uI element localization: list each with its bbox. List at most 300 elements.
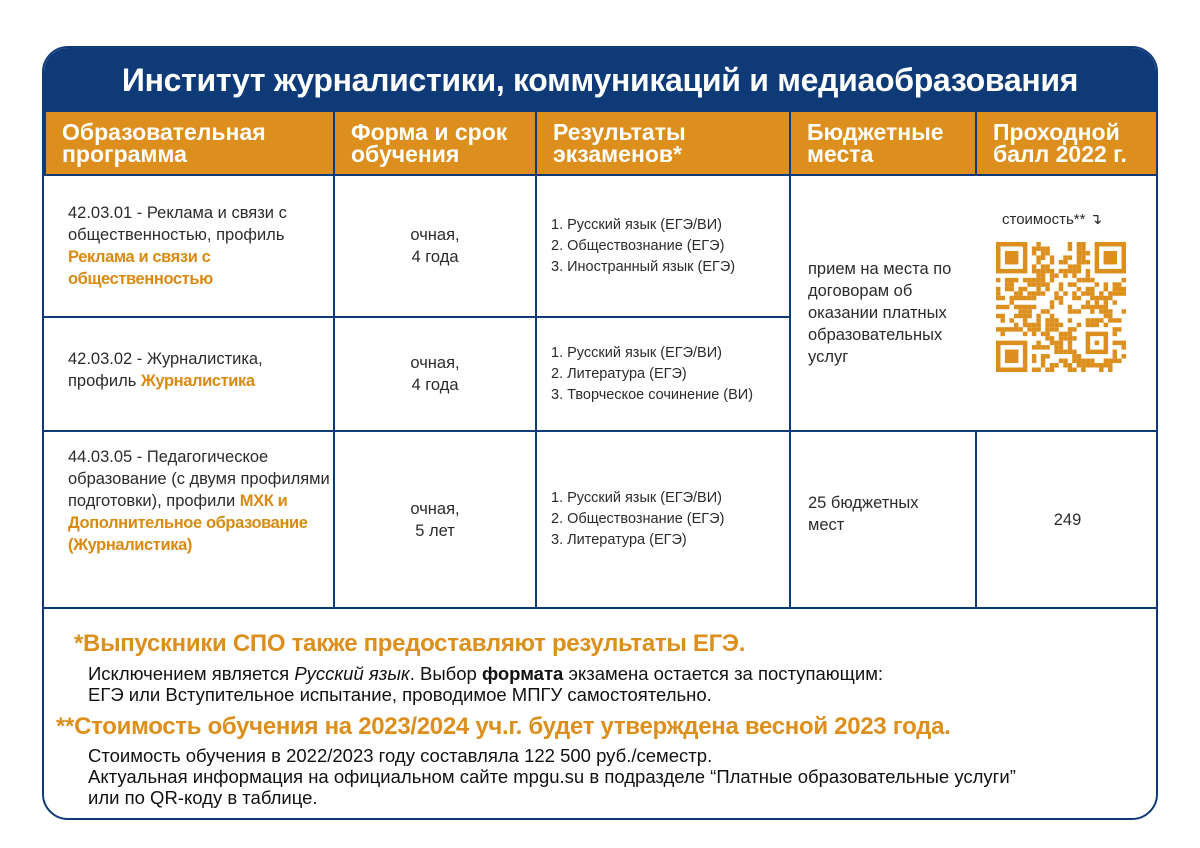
qr-module [1023,314,1027,318]
qr-module [1036,287,1040,291]
qr-module [1095,300,1099,304]
qr-module [1072,264,1076,268]
qr-module [1014,327,1018,331]
qr-module [1068,242,1072,246]
qr-module [1072,359,1076,363]
qr-module [1072,273,1076,277]
qr-module [1027,282,1031,286]
qr-module [1059,350,1063,354]
header-form: Форма и срок обучения [335,112,535,174]
qr-module [1032,327,1036,331]
qr-module [1072,269,1076,273]
qr-module [1041,251,1045,255]
qr-module [1072,282,1076,286]
program-code-text: 42.03.01 - Реклама и связи с общественностью, профиль [68,204,287,244]
program-profile: Журналистика [140,372,255,390]
qr-module [1045,336,1049,340]
qr-module [1045,345,1049,349]
qr-module [1081,368,1085,372]
qr-module [1018,296,1022,300]
qr-module [1099,309,1103,313]
qr-module [1113,327,1117,331]
qr-module [1036,260,1040,264]
qr-module [1081,260,1085,264]
qr-module [1045,368,1049,372]
qr-module [1113,359,1117,363]
qr-module [1032,269,1036,273]
qr-module [1050,318,1054,322]
qr-module [1032,323,1036,327]
qr-module [1032,368,1036,372]
qr-module [1018,287,1022,291]
qr-module [1059,359,1063,363]
qr-module [1108,359,1112,363]
qr-module [1054,327,1058,331]
qr-module [1108,318,1112,322]
header-exams: Результаты экзаменов* [537,112,789,174]
qr-module [1090,359,1094,363]
qr-module [1117,327,1121,331]
qr-module [1036,323,1040,327]
qr-module [1068,264,1072,268]
qr-module [1090,363,1094,367]
qr-module [1009,278,1013,282]
qr-module [1072,291,1076,295]
qr-module [1032,359,1036,363]
qr-module [1005,327,1009,331]
qr-module [1068,345,1072,349]
qr-module [1108,363,1112,367]
program-code-text: 42.03.02 - Журналистика, профиль [68,350,263,390]
qr-module [1032,264,1036,268]
qr-module [1009,300,1013,304]
qr-module [1041,363,1045,367]
qr-module [1068,269,1072,273]
qr-module [1063,363,1067,367]
qr-module [1090,305,1094,309]
qr-module [1036,314,1040,318]
row3-exams [551,432,787,607]
qr-module [1077,255,1081,259]
qr-module [1023,323,1027,327]
qr-module [1041,345,1045,349]
qr-module [1104,287,1108,291]
qr-module [1009,282,1013,286]
qr-module [1018,327,1022,331]
row3-program [68,446,330,556]
qr-module [1023,309,1027,313]
qr-module [1000,318,1004,322]
qr-module [1036,282,1040,286]
qr-module [1077,354,1081,358]
qr-module [1032,296,1036,300]
qr-module [1081,246,1085,250]
qr-module [1009,327,1013,331]
header-budget: Бюджетные места [791,112,975,174]
qr-module [1113,318,1117,322]
qr-module [1095,318,1099,322]
qr-module [1041,273,1045,277]
row2-exams [551,318,787,430]
program-profile: Реклама и связи с общественностью [68,248,213,288]
qr-module [1077,363,1081,367]
qr-module [1122,291,1126,295]
qr-module [1104,309,1108,313]
qr-module [1068,332,1072,336]
qr-module [1086,278,1090,282]
qr-module [1045,318,1049,322]
fn-text-part: Исключением является [88,663,295,684]
qr-module [1122,278,1126,282]
qr-module [1050,260,1054,264]
qr-module [1050,255,1054,259]
qr-module [1050,305,1054,309]
qr-module [1045,251,1049,255]
qr-module [1095,305,1099,309]
qr-module [1032,246,1036,250]
qr-module [1077,359,1081,363]
row3-score: 249 [1053,510,1082,529]
qr-module [1077,323,1081,327]
qr-module [996,305,1000,309]
qr-module [1086,269,1090,273]
header-program: Образовательная программа [46,112,333,174]
qr-module [1063,273,1067,277]
qr-module [1108,309,1112,313]
qr-module [1050,327,1054,331]
qr-module [1086,300,1090,304]
row1-form: очная, 4 года [410,226,460,266]
qr-module [1027,305,1031,309]
row2-program [68,348,320,392]
qr-module [1005,305,1009,309]
qr-module [1068,350,1072,354]
qr-module [1014,305,1018,309]
qr-module [1068,327,1072,331]
qr-module [1104,305,1108,309]
qr-module [1063,336,1067,340]
qr-module [1081,363,1085,367]
qr-module [1117,282,1121,286]
exam-item: 3. Литература (ЕГЭ) [551,532,687,548]
qr-module [1099,368,1103,372]
qr-module [1081,359,1085,363]
qr-module [1117,291,1121,295]
qr-module [1041,332,1045,336]
qr-module [1027,296,1031,300]
qr-module [1018,309,1022,313]
qr-module [1054,363,1058,367]
exam-item: 1. Русский язык (ЕГЭ/ВИ) [551,216,722,233]
qr-module [1086,359,1090,363]
qr-module [1063,332,1067,336]
qr-module [1081,255,1085,259]
qr-module [1090,287,1094,291]
qr-module [1005,287,1009,291]
qr-module [1032,354,1036,358]
qr-module [1014,291,1018,295]
qr-module [1027,278,1031,282]
footnote-2-line-2: Актуальная информация на официальном сайте mpgu.su в подразделе “Платные образовательные услуги” [88,766,1016,787]
qr-module [1117,318,1121,322]
qr-module [1027,314,1031,318]
qr-module [1054,296,1058,300]
qr-module [1023,332,1027,336]
qr-module [1108,368,1112,372]
exam-item: 2. Литература (ЕГЭ) [551,365,687,382]
qr-module [1086,323,1090,327]
qr-module [1018,314,1022,318]
qr-module [1054,291,1058,295]
qr-module [1108,296,1112,300]
qr-module [1059,336,1063,340]
qr-module [1050,314,1054,318]
qr-module [1104,363,1108,367]
qr-module [1059,332,1063,336]
row1-program [68,202,320,290]
admission-card [42,46,1158,820]
qr-module [1041,291,1045,295]
qr-module [1032,278,1036,282]
qr-module [1032,282,1036,286]
qr-module [1086,305,1090,309]
qr-module [1059,260,1063,264]
qr-module [996,296,1000,300]
qr-module [1063,255,1067,259]
qr-module [1009,318,1013,322]
qr-module [1090,291,1094,295]
qr-module [1032,332,1036,336]
qr-module [1104,323,1108,327]
page-title: Институт журналистики, коммуникаций и медиаобразования [44,48,1156,112]
qr-module [1063,291,1067,295]
qr-module [1122,345,1126,349]
qr-module [1054,341,1058,345]
qr-module [1041,255,1045,259]
cost-label: стоимость** ↴ [1002,211,1103,228]
footnote-1-line-2: ЕГЭ или Вступительное испытание, проводимое МПГУ самостоятельно. [88,684,712,705]
qr-module [1063,350,1067,354]
qr-module [1104,300,1108,304]
qr-module [1090,278,1094,282]
qr-module [1045,287,1049,291]
fn-text-part: экзамена остается за поступающим: [563,663,884,684]
qr-module [1054,350,1058,354]
qr-module [1045,246,1049,250]
qr-module [1113,287,1117,291]
qr-module [1072,368,1076,372]
qr-module [996,278,1000,282]
qr-module [1068,246,1072,250]
qr-module [1077,309,1081,313]
qr-module [1050,336,1054,340]
qr-module [1050,363,1054,367]
exam-item: 1. Русский язык (ЕГЭ/ВИ) [551,490,722,506]
qr-module [1090,323,1094,327]
qr-module [1095,363,1099,367]
footnote-2-line-1: Стоимость обучения в 2022/2023 году составляла 122 500 руб./семестр. [88,745,713,766]
qr-module [1036,246,1040,250]
qr-module [1113,350,1117,354]
qr-module [1000,305,1004,309]
qr-module [1054,318,1058,322]
qr-module [1036,318,1040,322]
qr-module [1086,251,1090,255]
qr-module [1072,327,1076,331]
qr-module [1023,318,1027,322]
qr-module [1041,309,1045,313]
qr-module [1050,368,1054,372]
qr-module [1108,291,1112,295]
qr-module [1099,291,1103,295]
qr-module [1027,291,1031,295]
qr-module [1081,305,1085,309]
qr-module [1104,359,1108,363]
qr-module [1104,296,1108,300]
exam-item: 3. Иностранный язык (ЕГЭ) [551,258,736,275]
qr-module [1072,309,1076,313]
paid-places-text: прием на места по договорам об оказании платных образовательных услуг [808,260,952,366]
qr-module [1122,287,1126,291]
qr-module [1072,354,1076,358]
qr-module [1095,323,1099,327]
footnote-2-line-3: или по QR-коду в таблице. [88,787,318,808]
qr-module [1090,296,1094,300]
qr-module [1113,282,1117,286]
qr-module [1050,278,1054,282]
qr-module [1027,327,1031,331]
qr-module [1113,332,1117,336]
qr-module [1032,305,1036,309]
qr-module [1050,341,1054,345]
qr-module [1018,305,1022,309]
qr-module [1036,269,1040,273]
qr-module [1000,327,1004,331]
qr-module [1068,309,1072,313]
grid-line [789,174,791,609]
qr-module [1099,318,1103,322]
qr-module [1108,314,1112,318]
qr-module [1104,314,1108,318]
qr-module [1041,354,1045,358]
qr-module [996,291,1000,295]
qr-module [1041,246,1045,250]
qr-module [1095,282,1099,286]
qr-module [1063,269,1067,273]
qr-module [1014,296,1018,300]
qr-module [1041,359,1045,363]
qr-module [1081,278,1085,282]
qr-module [1104,282,1108,286]
qr-module [1059,282,1063,286]
exam-item: 3. Творческое сочинение (ВИ) [551,386,754,403]
footnote-1-line-1 [88,664,883,684]
exam-item: 2. Обществознание (ЕГЭ) [551,237,725,254]
qr-module [1086,260,1090,264]
qr-module [1005,282,1009,286]
program-profile: МХК и Дополнительное образование (Журналистика) [68,492,308,554]
row1-exams [551,176,787,316]
qr-module [1014,278,1018,282]
qr-module [1117,341,1121,345]
qr-module [1018,291,1022,295]
row3-form: очная, 5 лет [410,499,460,540]
qr-module [1009,296,1013,300]
exam-item: 1. Русский язык (ЕГЭ/ВИ) [551,344,722,361]
qr-module [1036,255,1040,259]
qr-module [996,327,1000,331]
qr-module [1099,305,1103,309]
qr-module [1077,242,1081,246]
qr-module [1086,287,1090,291]
qr-code-icon[interactable] [995,242,1127,372]
fn-text-italic: Русский язык [294,663,410,684]
qr-module [1032,251,1036,255]
qr-module [1059,345,1063,349]
qr-module [1068,318,1072,322]
qr-module [1077,251,1081,255]
qr-module [1027,323,1031,327]
qr-module [1036,345,1040,349]
qr-module [1027,309,1031,313]
qr-module [1000,314,1004,318]
qr-module [1041,264,1045,268]
qr-module [1000,332,1004,336]
fn-text-bold: формата [481,663,564,684]
qr-module [1099,363,1103,367]
qr-module [1117,287,1121,291]
qr-module [1023,296,1027,300]
qr-module [1023,287,1027,291]
qr-module [1036,341,1040,345]
header-score: Проходной балл 2022 г. [977,112,1156,174]
qr-module [1054,323,1058,327]
qr-module [1117,359,1121,363]
qr-module [1036,327,1040,331]
row2-form: очная, 4 года [410,354,460,394]
qr-module [1086,318,1090,322]
qr-module [1077,264,1081,268]
qr-module [1077,287,1081,291]
qr-module [1054,273,1058,277]
qr-module [1059,296,1063,300]
qr-module [1045,327,1049,331]
qr-module [1050,273,1054,277]
qr-module [1077,278,1081,282]
qr-module [1059,300,1063,304]
qr-module [1077,260,1081,264]
qr-module [1050,300,1054,304]
footnote-2-title: **Стоимость обучения на 2023/2024 уч.г. будет утверждена весной 2023 года. [56,713,951,740]
qr-module [1045,323,1049,327]
qr-module [1090,318,1094,322]
qr-module [1063,260,1067,264]
qr-module [1036,273,1040,277]
qr-module [1045,332,1049,336]
qr-module [1068,336,1072,340]
qr-module [1068,363,1072,367]
qr-module [1059,323,1063,327]
qr-module [1045,282,1049,286]
qr-module [1113,291,1117,295]
qr-module [1009,287,1013,291]
qr-module [1059,269,1063,273]
qr-module [1041,269,1045,273]
qr-module [1014,314,1018,318]
qr-module [1036,278,1040,282]
qr-module [1086,273,1090,277]
qr-module [1122,354,1126,358]
